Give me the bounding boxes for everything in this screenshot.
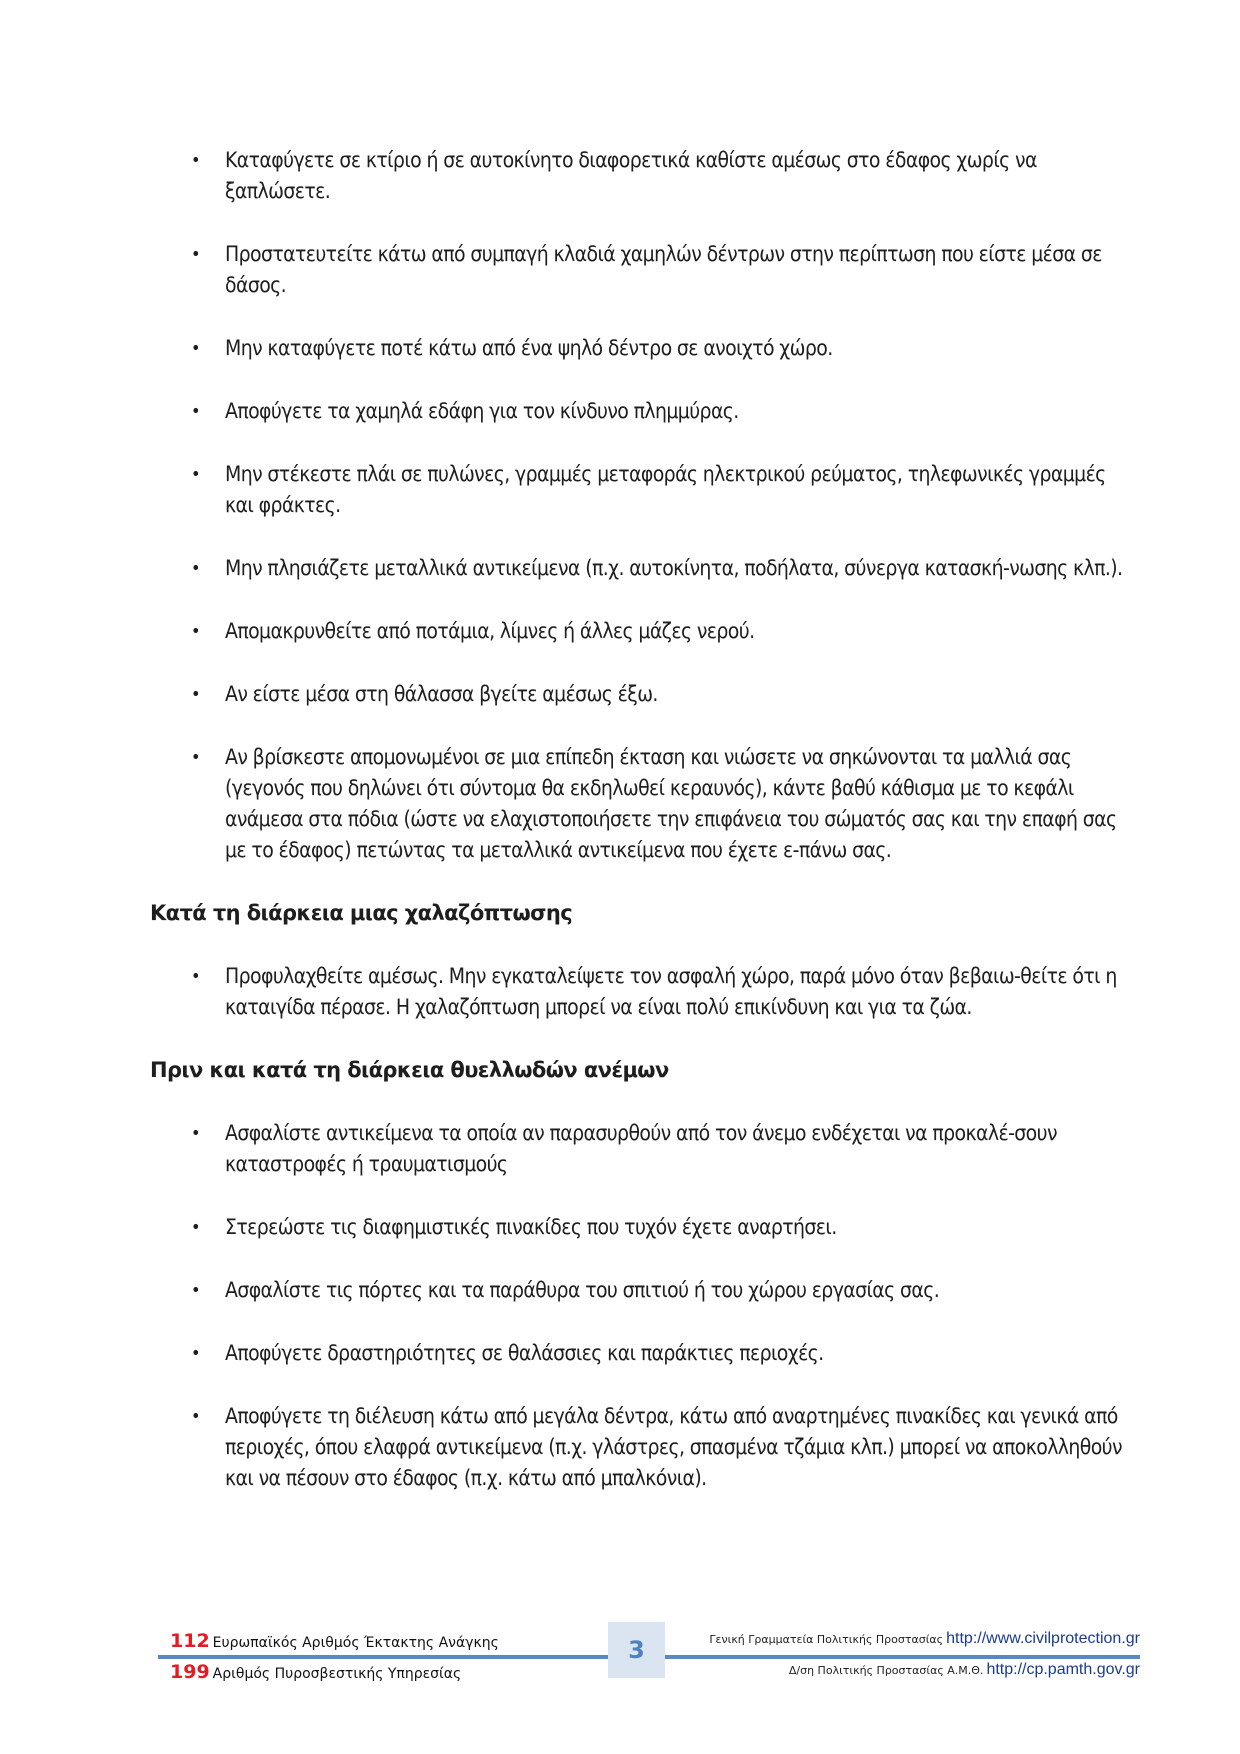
- bullet-icon: •: [191, 1123, 200, 1144]
- list-item-text: Αν είστε μέσα στη θάλασσα βγείτε αμέσως έξω.: [225, 682, 658, 706]
- list-item-text: Μην στέκεστε πλάι σε πυλώνες, γραμμές μεταφοράς ηλεκτρικού ρεύματος, τηλεφωνικές γραμμές και φράκτες.: [225, 462, 1106, 517]
- section-heading-hail: Κατά τη διάρκεια μιας χαλαζόπτωσης: [150, 901, 573, 925]
- pamth-link[interactable]: http://cp.pamth.gov.gr: [986, 1661, 1140, 1678]
- list-item-text: Προφυλαχθείτε αμέσως. Μην εγκαταλείψετε τον ασφαλή χώρο, παρά μόνο όταν βεβαιω-θείτε ότι η καταιγίδα πέρασε. Η χαλαζόπτωση μπορεί να είναι πολύ επικίνδυνη και για τα ζώα.: [225, 964, 1117, 1019]
- bullet-icon: •: [191, 684, 200, 705]
- list-item: [150, 1212, 1135, 1243]
- section-heading-winds: Πριν και κατά τη διάρκεια θυελλωδών ανέμων: [150, 1058, 669, 1082]
- page-body: [150, 145, 1135, 1526]
- lightning-safety-list: [150, 145, 1135, 866]
- list-item: [150, 1401, 1135, 1494]
- hail-safety-list: [150, 961, 1135, 1023]
- list-item: [150, 333, 1135, 364]
- list-item-text: Μην καταφύγετε ποτέ κάτω από ένα ψηλό δέντρο σε ανοιχτό χώρο.: [225, 336, 833, 360]
- page-number: [608, 1622, 665, 1678]
- bullet-icon: •: [191, 150, 200, 171]
- bullet-icon: •: [191, 1280, 200, 1301]
- bullet-icon: •: [191, 401, 200, 422]
- bullet-icon: •: [191, 558, 200, 579]
- list-item-text: Προστατευτείτε κάτω από συμπαγή κλαδιά χαμηλών δέντρων στην περίπτωση που είστε μέσα σε δάσος.: [225, 242, 1102, 297]
- bullet-icon: •: [191, 338, 200, 359]
- list-item-text: Καταφύγετε σε κτίριο ή σε αυτοκίνητο διαφορετικά καθίστε αμέσως στο έδαφος χωρίς να ξαπλώσετε.: [225, 148, 1037, 203]
- list-item-text: Αποφύγετε δραστηριότητες σε θαλάσσιες και παράκτιες περιοχές.: [225, 1341, 824, 1365]
- wind-safety-list: [150, 1118, 1135, 1494]
- bullet-icon: •: [191, 1217, 200, 1238]
- list-item: [150, 145, 1135, 207]
- emergency-label: Ευρωπαϊκός Αριθμός Έκτακτης Ανάγκης: [212, 1635, 499, 1651]
- emergency-label: Αριθμός Πυροσβεστικής Υπηρεσίας: [212, 1666, 462, 1682]
- list-item-text: Απομακρυνθείτε από ποτάμια, λίμνες ή άλλες μάζες νερού.: [225, 619, 755, 643]
- org-label: Γενική Γραμματεία Πολιτικής Προστασίας: [709, 1633, 944, 1646]
- bullet-icon: •: [191, 1406, 200, 1427]
- page-number-text: 3: [628, 1636, 645, 1664]
- bullet-icon: •: [191, 1343, 200, 1364]
- footer-org-line-1: [709, 1630, 1140, 1648]
- list-item: [150, 679, 1135, 710]
- list-item: [150, 1338, 1135, 1369]
- list-item-text: Στερεώστε τις διαφημιστικές πινακίδες που τυχόν έχετε αναρτήσει.: [225, 1215, 837, 1239]
- list-item: [150, 742, 1135, 866]
- list-item-text: Αποφύγετε τη διέλευση κάτω από μεγάλα δέντρα, κάτω από αναρτημένες πινακίδες και γενικά από περιοχές, όπου ελαφρά αντικείμενα (π.χ. γλάστρες, σπασμένα τζάμια κλπ.) μπορεί να αποκολληθούν και να πέσουν στο έδαφος (π.χ. κάτω από μπαλκόνια).: [225, 1404, 1122, 1490]
- bullet-icon: •: [191, 621, 200, 642]
- list-item: [150, 616, 1135, 647]
- org-label: Δ/ση Πολιτικής Προστασίας Α.Μ.Θ.: [788, 1664, 984, 1677]
- list-item: [150, 459, 1135, 521]
- bullet-icon: •: [191, 464, 200, 485]
- list-item-text: Ασφαλίστε τις πόρτες και τα παράθυρα του σπιτιού ή του χώρου εργασίας σας.: [225, 1278, 940, 1302]
- list-item-text: Αν βρίσκεστε απομονωμένοι σε μια επίπεδη έκταση και νιώσετε να σηκώνονται τα μαλλιά σας (γεγονός που δηλώνει ότι σύντομα θα εκδηλωθεί κεραυνός), κάντε βαθύ κάθισμα με το κεφάλι ανάμεσα στα πόδια (ώστε να ελαχιστοποιήσετε την επιφάνεια του σώματός σας και την επαφή σας με το έδαφος) πετώντας τα μεταλλικά αντικείμενα που έχετε ε-πάνω σας.: [225, 745, 1117, 862]
- bullet-icon: •: [191, 747, 200, 768]
- list-item: [150, 553, 1135, 584]
- list-item: [150, 1118, 1135, 1180]
- list-item: [150, 1275, 1135, 1306]
- emergency-line-199: [170, 1661, 461, 1683]
- bullet-icon: •: [191, 966, 200, 987]
- list-item-text: Ασφαλίστε αντικείμενα τα οποία αν παρασυρθούν από τον άνεμο ενδέχεται να προκαλέ-σουν καταστροφές ή τραυματισμούς: [225, 1121, 1057, 1176]
- emergency-line-112: [170, 1630, 499, 1652]
- list-item-text: Αποφύγετε τα χαμηλά εδάφη για τον κίνδυνο πλημμύρας.: [225, 399, 739, 423]
- emergency-number: 199: [170, 1661, 210, 1683]
- list-item: [150, 239, 1135, 301]
- civilprotection-link[interactable]: http://www.civilprotection.gr: [946, 1630, 1140, 1647]
- list-item: [150, 396, 1135, 427]
- list-item-text: Μην πλησιάζετε μεταλλικά αντικείμενα (π.χ. αυτοκίνητα, ποδήλατα, σύνεργα κατασκή-νωσης κλπ.).: [225, 556, 1123, 580]
- bullet-icon: •: [191, 244, 200, 265]
- footer-org-line-2: [789, 1661, 1140, 1679]
- list-item: [150, 961, 1135, 1023]
- emergency-number: 112: [170, 1630, 210, 1652]
